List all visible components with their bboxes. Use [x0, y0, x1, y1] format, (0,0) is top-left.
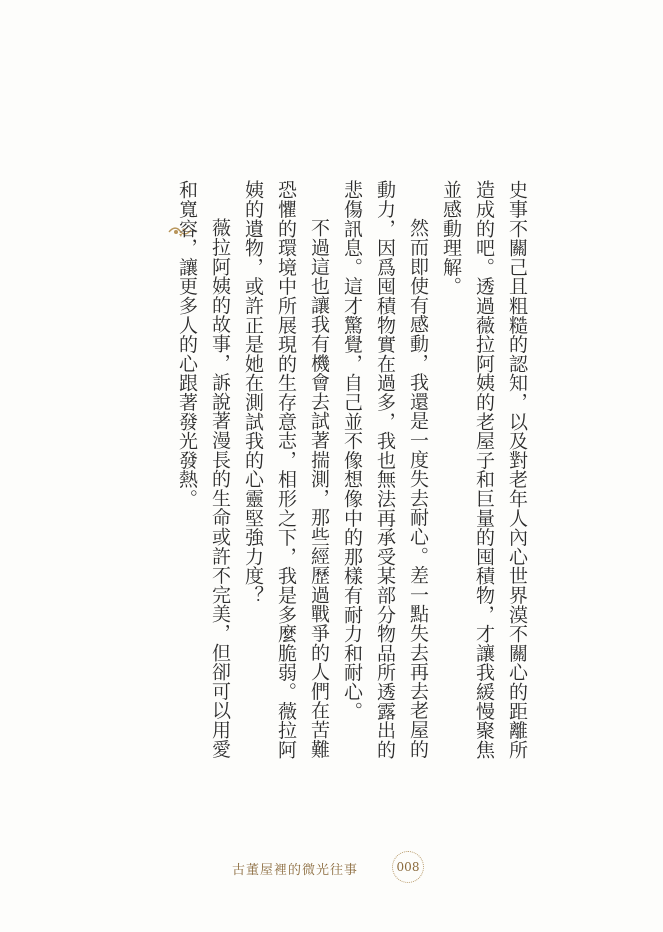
body-text — [176, 180, 528, 780]
text-column-6: 悲傷訊息。這才驚覺，自己並不像想像中的那樣有耐力和耐心。 — [341, 180, 363, 721]
page-number: 008 — [392, 851, 424, 883]
text-column-4: 然而即使有感動，我還是一度失去耐心。差一點失去再去老屋的 — [407, 218, 429, 759]
text-column-8: 恐懼的環境中所展現的生存意志，相形之下，我是多麼脆弱。薇拉阿 — [275, 180, 297, 759]
text-column-2: 造成的吧。透過薇拉阿姨的老屋子和巨量的囤積物，才讓我緩慢聚焦 — [473, 180, 495, 759]
text-column-7: 不過這也讓我有機會去試著揣測，那些經歷過戰爭的人們在苦難 — [308, 218, 330, 759]
text-column-3: 並感動理解。 — [440, 180, 462, 296]
text-column-11: 和寬容，讓更多人的心跟著發光發熱。 — [176, 180, 198, 509]
book-title: 古董屋裡的微光往事 — [232, 863, 359, 878]
text-column-10: 薇拉阿姨的故事，訴說著漫長的生命或許不完美，但卻可以用愛 — [209, 218, 231, 759]
text-column-9: 姨的遺物，或許正是她在測試我的心靈堅強力度？ — [242, 180, 264, 605]
page-footer — [0, 848, 663, 888]
text-column-1: 史事不關己且粗糙的認知，以及對老年人內心世界漠不關心的距離所 — [506, 180, 528, 759]
text-column-5: 動力，因爲囤積物實在過多，我也無法再承受某部分物品所透露出的 — [374, 180, 396, 759]
